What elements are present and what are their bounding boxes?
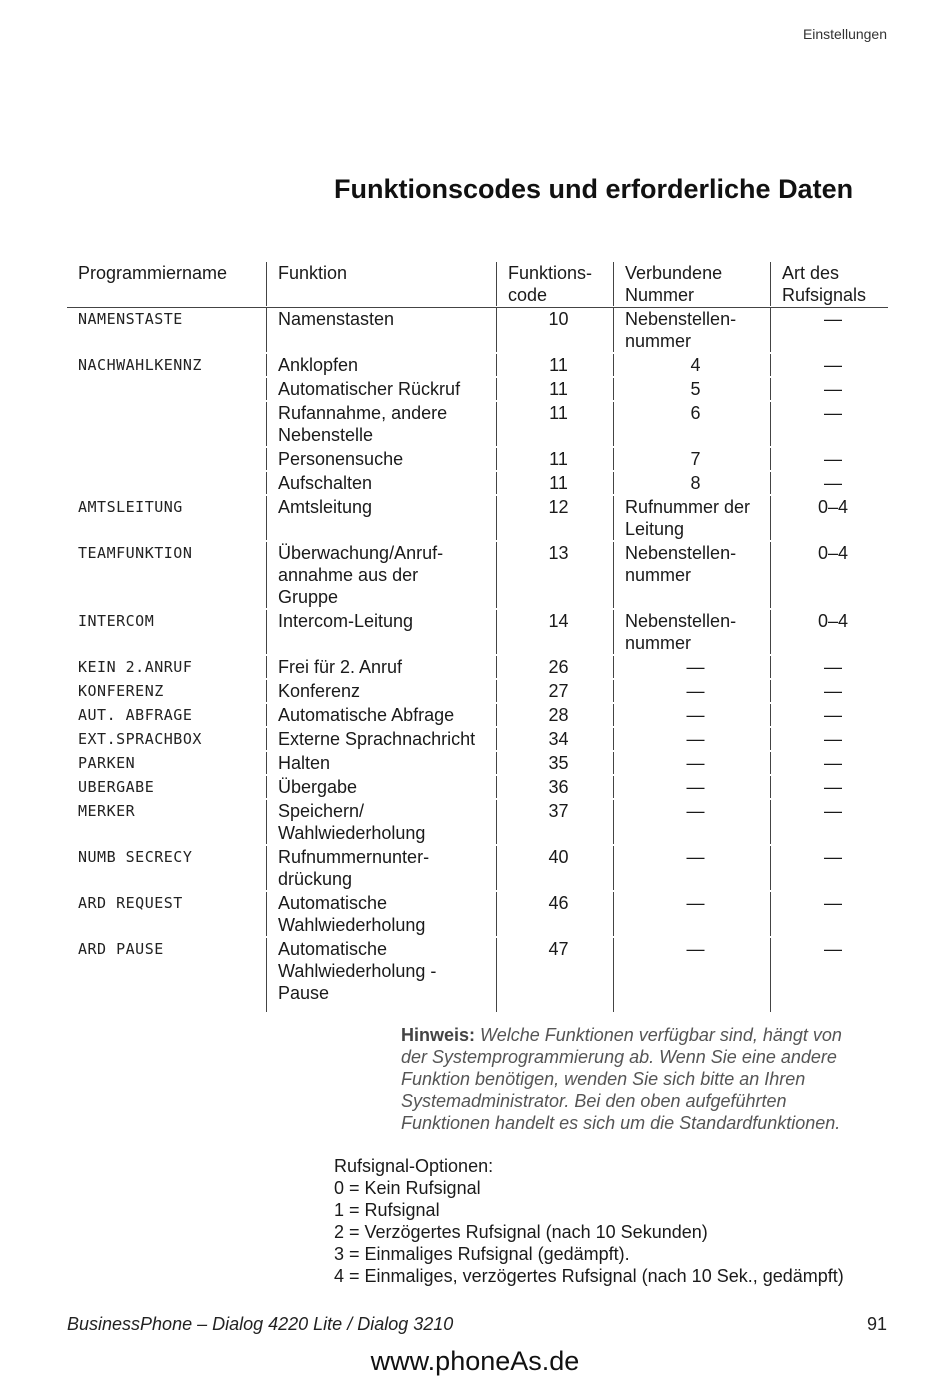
ring-options-title: Rufsignal-Optionen: — [334, 1156, 494, 1176]
cell-code: 36 — [496, 776, 613, 798]
table-row — [67, 800, 888, 846]
note-label: Hinweis: — [401, 1025, 476, 1045]
ring-option-item: 0 = Kein Rufsignal — [334, 1178, 481, 1198]
cell-connected-number: Nebenstellen- nummer — [613, 308, 770, 352]
table-row — [67, 752, 888, 776]
cell-ring-type: — — [770, 448, 888, 470]
watermark-url: www.phoneAs.de — [370, 1346, 580, 1376]
header-code: Funktions- code — [496, 262, 613, 306]
table-row — [67, 448, 888, 472]
cell-connected-number: — — [613, 728, 770, 750]
header-connected-number: Verbundene Nummer — [613, 262, 770, 306]
cell-program-name: MERKER — [78, 802, 136, 820]
cell-program-name: AUT. ABFRAGE — [78, 706, 193, 724]
cell-code: 46 — [496, 892, 613, 936]
cell-connected-number: 7 — [613, 448, 770, 470]
cell-connected-number: — — [613, 776, 770, 798]
cell-code: 34 — [496, 728, 613, 750]
cell-ring-type: — — [770, 846, 888, 890]
cell-program-name: ARD REQUEST — [78, 894, 183, 912]
cell-function: Halten — [266, 752, 496, 774]
cell-program-name: AMTSLEITUNG — [78, 498, 183, 516]
table-row — [67, 308, 888, 354]
cell-code: 14 — [496, 610, 613, 654]
cell-connected-number: — — [613, 704, 770, 726]
cell-connected-number: — — [613, 680, 770, 702]
cell-function: Personensuche — [266, 448, 496, 470]
cell-function: Externe Sprachnachricht — [266, 728, 496, 750]
cell-function: Überwachung/Anruf- annahme aus der Gruppe — [266, 542, 496, 608]
cell-function: Frei für 2. Anruf — [266, 656, 496, 678]
table-row — [67, 354, 888, 378]
cell-ring-type: — — [770, 800, 888, 844]
table-row — [67, 472, 888, 496]
cell-ring-type: — — [770, 378, 888, 400]
cell-program-name: UBERGABE — [78, 778, 155, 796]
cell-program-name: NUMB SECRECY — [78, 848, 193, 866]
cell-code: 11 — [496, 354, 613, 376]
cell-code: 10 — [496, 308, 613, 352]
cell-code: 11 — [496, 378, 613, 400]
cell-program-name: KONFERENZ — [78, 682, 164, 700]
cell-program-name: TEAMFUNKTION — [78, 544, 193, 562]
cell-connected-number: 8 — [613, 472, 770, 494]
cell-ring-type: — — [770, 728, 888, 750]
cell-code: 37 — [496, 800, 613, 844]
cell-function: Speichern/ Wahlwiederholung — [266, 800, 496, 844]
ring-options-list — [334, 1177, 844, 1287]
table-row — [67, 542, 888, 610]
note — [401, 1024, 871, 1134]
cell-connected-number: Nebenstellen- nummer — [613, 542, 770, 608]
cell-connected-number: Nebenstellen- nummer — [613, 610, 770, 654]
cell-program-name: NACHWAHLKENNZ — [78, 356, 202, 374]
cell-connected-number: Rufnummer der Leitung — [613, 496, 770, 540]
cell-ring-type: 0–4 — [770, 610, 888, 654]
cell-code: 11 — [496, 448, 613, 470]
cell-function: Automatische Wahlwiederholung - Pause — [266, 938, 496, 1012]
cell-code: 47 — [496, 938, 613, 1012]
cell-function: Aufschalten — [266, 472, 496, 494]
table-row — [67, 892, 888, 938]
cell-ring-type: — — [770, 892, 888, 936]
cell-connected-number: 5 — [613, 378, 770, 400]
cell-ring-type: — — [770, 776, 888, 798]
cell-function: Anklopfen — [266, 354, 496, 376]
ring-option-item: 4 = Einmaliges, verzögertes Rufsignal (nach 10 Sek., gedämpft) — [334, 1266, 844, 1286]
table-row — [67, 496, 888, 542]
table-row — [67, 402, 888, 448]
table-row — [67, 656, 888, 680]
cell-function: Rufannahme, andere Nebenstelle — [266, 402, 496, 446]
table-row — [67, 846, 888, 892]
cell-connected-number: — — [613, 892, 770, 936]
cell-program-name: INTERCOM — [78, 612, 155, 630]
header-function: Funktion — [266, 262, 496, 306]
table-body — [67, 308, 888, 1014]
table-row — [67, 680, 888, 704]
cell-function: Amtsleitung — [266, 496, 496, 540]
cell-code: 11 — [496, 402, 613, 446]
cell-program-name: PARKEN — [78, 754, 136, 772]
table-row — [67, 378, 888, 402]
cell-code: 28 — [496, 704, 613, 726]
table-row — [67, 776, 888, 800]
section-label: Einstellungen — [802, 26, 887, 42]
cell-program-name — [67, 472, 266, 494]
page-title: Funktionscodes und erforderliche Daten — [334, 174, 854, 204]
ring-option-item: 2 = Verzögertes Rufsignal (nach 10 Sekunden) — [334, 1222, 708, 1242]
cell-program-name: KEIN 2.ANRUF — [78, 658, 193, 676]
cell-function: Automatische Abfrage — [266, 704, 496, 726]
cell-connected-number: — — [613, 656, 770, 678]
cell-function: Übergabe — [266, 776, 496, 798]
cell-code: 11 — [496, 472, 613, 494]
cell-function: Rufnummernunter- drückung — [266, 846, 496, 890]
table-row — [67, 938, 888, 1014]
cell-function: Konferenz — [266, 680, 496, 702]
cell-ring-type: — — [770, 680, 888, 702]
cell-program-name: NAMENSTASTE — [78, 310, 183, 328]
cell-ring-type: 0–4 — [770, 542, 888, 608]
cell-function: Automatische Wahlwiederholung — [266, 892, 496, 936]
ring-option-item: 3 = Einmaliges Rufsignal (gedämpft). — [334, 1244, 630, 1264]
cell-ring-type: — — [770, 402, 888, 446]
cell-ring-type: — — [770, 354, 888, 376]
note-text: Welche Funktionen verfügbar sind, hängt von der Systemprogrammierung ab. Wenn Sie eine andere Funktion benötigen, wenden Sie sich bitte an Ihren Systemadministrator. Bei den oben aufgeführten Funktionen handelt es sich um die Standardfunktionen. — [401, 1025, 842, 1133]
cell-connected-number: 6 — [613, 402, 770, 446]
cell-connected-number: — — [613, 938, 770, 1012]
cell-code: 35 — [496, 752, 613, 774]
function-code-table — [67, 262, 888, 1014]
cell-program-name — [67, 448, 266, 470]
cell-ring-type: — — [770, 656, 888, 678]
cell-code: 12 — [496, 496, 613, 540]
cell-ring-type: — — [770, 704, 888, 726]
cell-connected-number: — — [613, 752, 770, 774]
cell-connected-number: — — [613, 800, 770, 844]
header-ring-type: Art des Rufsignals — [770, 262, 888, 306]
cell-program-name: ARD PAUSE — [78, 940, 164, 958]
table-row — [67, 728, 888, 752]
cell-ring-type: — — [770, 938, 888, 1012]
cell-program-name: EXT.SPRACHBOX — [78, 730, 202, 748]
cell-ring-type: — — [770, 308, 888, 352]
cell-ring-type: — — [770, 472, 888, 494]
cell-program-name — [67, 402, 266, 446]
cell-program-name — [67, 378, 266, 400]
ring-option-item: 1 = Rufsignal — [334, 1200, 440, 1220]
table-row — [67, 610, 888, 656]
cell-code: 40 — [496, 846, 613, 890]
table-row — [67, 704, 888, 728]
cell-function: Intercom-Leitung — [266, 610, 496, 654]
cell-code: 27 — [496, 680, 613, 702]
cell-code: 13 — [496, 542, 613, 608]
cell-ring-type: — — [770, 752, 888, 774]
table-header-row — [67, 262, 888, 308]
cell-connected-number: 4 — [613, 354, 770, 376]
cell-ring-type: 0–4 — [770, 496, 888, 540]
ring-options — [334, 1155, 844, 1287]
cell-function: Namenstasten — [266, 308, 496, 352]
footer-page-number: 91 — [866, 1314, 887, 1334]
cell-function: Automatischer Rückruf — [266, 378, 496, 400]
cell-connected-number: — — [613, 846, 770, 890]
header-program-name: Programmiername — [78, 263, 228, 283]
footer-product: BusinessPhone – Dialog 4220 Lite / Dialog 3210 — [67, 1314, 454, 1334]
cell-code: 26 — [496, 656, 613, 678]
